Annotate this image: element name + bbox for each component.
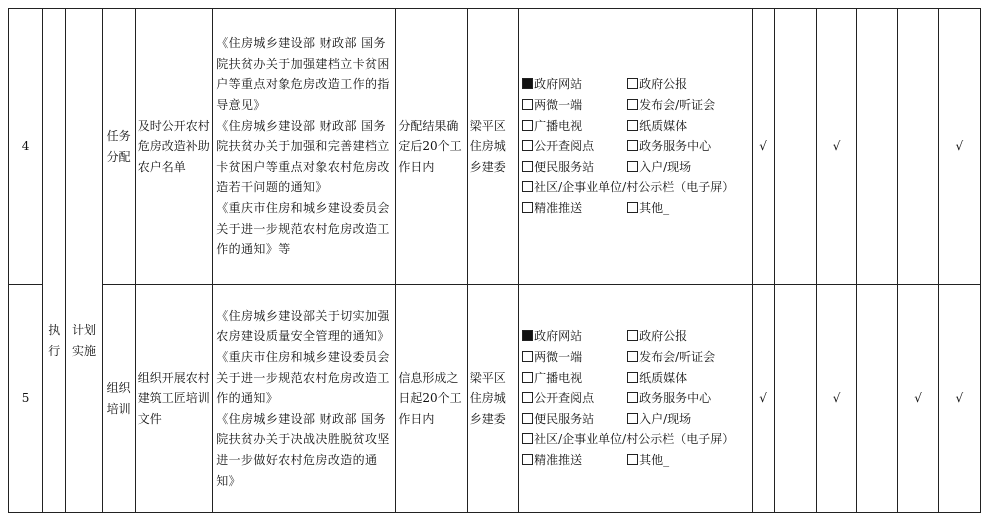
stage-cell xyxy=(43,9,66,513)
subject-text: 梁平区住房城乡建委 xyxy=(469,118,506,174)
checkbox-icon xyxy=(627,372,638,383)
channel-option xyxy=(522,450,627,471)
mark-cell xyxy=(774,9,816,285)
channel-option xyxy=(627,326,751,347)
basis-text: 《住房城乡建设部 财政部 国务院扶贫办关于加强建档立卡贫困户等重点对象危房改造工作的指导意见》 《住房城乡建设部 财政部 国务院扶贫办关于加强和完善建档立卡贫困户等重点对象农村危房改造若干问题的通知》 《重庆市住房和城乡建设委员会关于进一步规范农村危房改造工作的通知》等 xyxy=(216,36,390,257)
item-cell xyxy=(102,9,135,285)
channel-option xyxy=(522,326,627,347)
channel-label: 两微一端 xyxy=(534,98,583,113)
channel-option xyxy=(522,95,627,116)
content-text: 及时公开农村危房改造补助农户名单 xyxy=(137,118,210,174)
channels-cell xyxy=(519,285,752,513)
channel-list xyxy=(522,326,751,470)
channel-label: 公开查阅点 xyxy=(534,391,595,406)
channel-option xyxy=(522,157,627,178)
table-row xyxy=(9,285,981,513)
checkbox-icon xyxy=(522,413,533,424)
basis-text: 《住房城乡建设部关于切实加强农房建设质量安全管理的通知》 《重庆市住房和城乡建设委员会关于进一步规范农村危房改造工作的通知》 《住房城乡建设部 财政部 国务院扶贫办关于决战决胜脱贫攻坚进一步做好农村危房改造的通知》 xyxy=(216,308,390,488)
checkbox-icon xyxy=(522,161,533,172)
stage-label: 执行 xyxy=(48,322,61,358)
checkbox-icon xyxy=(627,140,638,151)
channel-label: 政府公报 xyxy=(639,329,688,344)
channel-label: 政府网站 xyxy=(534,329,583,344)
channel-label: 精准推送 xyxy=(534,452,583,467)
channel-label: 便民服务站 xyxy=(534,159,595,174)
channel-label: 广播电视 xyxy=(534,370,583,385)
basis-cell xyxy=(213,285,396,513)
channel-label: 广播电视 xyxy=(534,118,583,133)
substage-cell xyxy=(66,9,102,513)
channel-label: 便民服务站 xyxy=(534,411,595,426)
checkbox-icon xyxy=(627,330,638,341)
checkbox-icon xyxy=(627,78,638,89)
channel-label: 精准推送 xyxy=(534,200,583,215)
row-number: 5 xyxy=(9,285,43,513)
mark-cell: √ xyxy=(938,9,980,285)
checkbox-icon xyxy=(627,413,638,424)
channel-label: 其他_ xyxy=(639,452,670,467)
checkbox-icon xyxy=(627,99,638,110)
time-limit-cell xyxy=(396,9,467,285)
checkbox-icon xyxy=(522,454,533,465)
checkbox-icon xyxy=(627,120,638,131)
mark-cell xyxy=(857,9,898,285)
channel-option xyxy=(627,388,751,409)
channel-option xyxy=(522,74,627,95)
channel-option xyxy=(627,95,751,116)
checkbox-icon xyxy=(522,433,533,444)
mark-cell: √ xyxy=(752,9,774,285)
row-number: 4 xyxy=(9,9,43,285)
channel-option xyxy=(522,409,627,430)
channel-label: 政务服务中心 xyxy=(639,139,712,154)
item-cell xyxy=(102,285,135,513)
channel-option xyxy=(627,409,751,430)
channel-option xyxy=(627,347,751,368)
checkbox-icon xyxy=(627,202,638,213)
checkbox-icon xyxy=(522,202,533,213)
checkbox-icon xyxy=(627,392,638,403)
checkbox-icon xyxy=(627,454,638,465)
content-cell xyxy=(135,285,212,513)
item-label: 任务分配 xyxy=(106,128,131,164)
checkbox-icon xyxy=(627,351,638,362)
channel-label: 发布会/听证会 xyxy=(639,350,716,365)
channel-list xyxy=(522,74,751,218)
channel-label: 两微一端 xyxy=(534,350,583,365)
checkbox-icon xyxy=(522,99,533,110)
subject-cell xyxy=(467,285,518,513)
channel-option xyxy=(522,116,627,137)
checkbox-icon xyxy=(627,161,638,172)
channel-option xyxy=(522,429,751,450)
channel-label: 纸质媒体 xyxy=(639,370,688,385)
substage-label: 计划实施 xyxy=(71,322,96,358)
checkbox-icon xyxy=(522,392,533,403)
channel-option xyxy=(627,136,751,157)
channel-option xyxy=(627,116,751,137)
content-text: 组织开展农村建筑工匠培训文件 xyxy=(137,370,210,426)
mark-cell xyxy=(898,9,938,285)
channel-label: 社区/企事业单位/村公示栏（电子屏） xyxy=(534,180,735,195)
mark-cell xyxy=(774,285,816,513)
channel-option xyxy=(522,136,627,157)
checkbox-icon xyxy=(522,140,533,151)
channel-label: 发布会/听证会 xyxy=(639,98,716,113)
channel-option xyxy=(627,368,751,389)
mark-cell: √ xyxy=(752,285,774,513)
channel-label: 其他_ xyxy=(639,200,670,215)
mark-cell: √ xyxy=(816,285,856,513)
channel-option xyxy=(627,157,751,178)
disclosure-standard-table xyxy=(8,8,981,513)
mark-cell xyxy=(857,285,898,513)
channel-option xyxy=(627,450,751,471)
mark-cell: √ xyxy=(816,9,856,285)
channels-cell xyxy=(519,9,752,285)
channel-option xyxy=(522,388,627,409)
channel-option xyxy=(522,177,751,198)
item-label: 组织培训 xyxy=(106,380,131,416)
channel-option xyxy=(522,347,627,368)
channel-label: 公开查阅点 xyxy=(534,139,595,154)
channel-label: 政府网站 xyxy=(534,77,583,92)
mark-cell: √ xyxy=(898,285,938,513)
checkbox-icon xyxy=(522,120,533,131)
time-limit-cell xyxy=(396,285,467,513)
subject-cell xyxy=(467,9,518,285)
table-row xyxy=(9,9,981,285)
checkbox-icon xyxy=(522,78,533,89)
checkbox-icon xyxy=(522,181,533,192)
channel-label: 政府公报 xyxy=(639,77,688,92)
channel-option xyxy=(522,198,627,219)
time-limit-text: 信息形成之日起20个工作日内 xyxy=(398,370,462,426)
channel-option xyxy=(522,368,627,389)
channel-label: 纸质媒体 xyxy=(639,118,688,133)
time-limit-text: 分配结果确定后20个工作日内 xyxy=(398,118,462,174)
channel-label: 入户/现场 xyxy=(639,411,692,426)
checkbox-icon xyxy=(522,330,533,341)
checkbox-icon xyxy=(522,351,533,362)
mark-cell: √ xyxy=(938,285,980,513)
checkbox-icon xyxy=(522,372,533,383)
channel-label: 入户/现场 xyxy=(639,159,692,174)
channel-label: 政务服务中心 xyxy=(639,391,712,406)
content-cell xyxy=(135,9,212,285)
basis-cell xyxy=(213,9,396,285)
channel-option xyxy=(627,198,751,219)
channel-option xyxy=(627,74,751,95)
subject-text: 梁平区住房城乡建委 xyxy=(469,370,506,426)
channel-label: 社区/企事业单位/村公示栏（电子屏） xyxy=(534,432,735,447)
